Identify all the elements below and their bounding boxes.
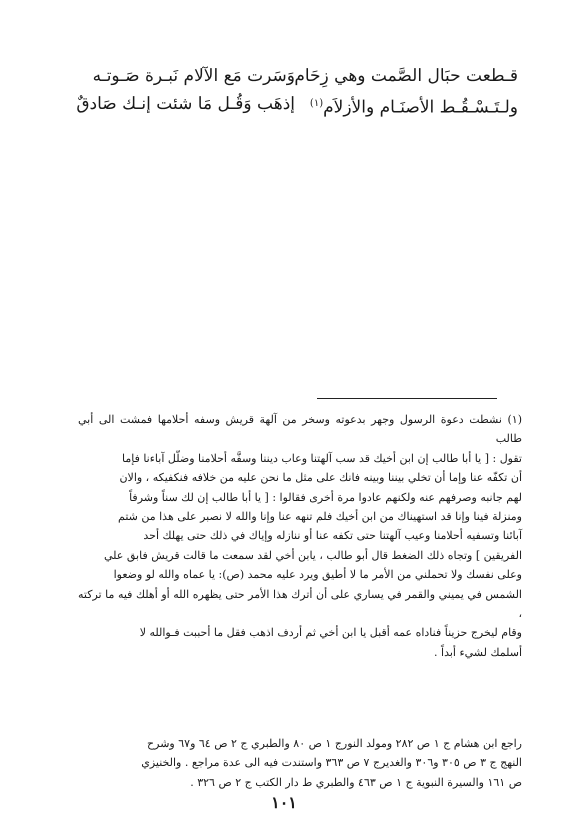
footnote-line: لهم جانبه وصرفهم عنه ولكنهم عادوا مرة أخرى فقالوا : [ يا أبا طالب إن لك سناً وشرفاً bbox=[129, 490, 522, 504]
footnote-divider bbox=[317, 398, 497, 399]
footnote-line: آبائنا وتسفيه أحلامنا وعيب آلهتنا حتى تكفه عنا أو ننازله وإياك في ذلك حتى يهلك أحد bbox=[143, 529, 522, 543]
footnote-line: وقام ليخرج حزيناً فناداه عمه أقبل يا ابن أخي ثم أردف اذهب فقل ما أحببت فـوالله لا bbox=[139, 626, 522, 640]
footnote-line: الفريقين ] وتجاه ذلك الضغط قال أبو طالب ، يابن أخي لقد سمعت ما قالت قريش فابق علي bbox=[104, 548, 522, 562]
references bbox=[78, 734, 522, 792]
poem-verse bbox=[80, 62, 518, 90]
footnote-marker: (١) bbox=[309, 98, 324, 109]
footnote-line: وعلى نفسك ولا تحملني من الأمر ما لا أطيق ويرد عليه محمد (ص): يا عماه والله لو وضعوا bbox=[113, 568, 522, 582]
footnote-line: تقول : [ يا أبا طالب إن ابن أخيك قد سب آلهتنا وعاب ديننا وسفَّه أحلامنا وضلّل آباءنا فإما bbox=[121, 451, 522, 465]
reference-line: النهج ج ٣ ص ٣٠٥ و٣٠٦ والغديرج ٧ ص ٣٦٣ واستندت فيه الى عدة مراجع . والخنيزي bbox=[141, 756, 522, 770]
verse-first-hemistich bbox=[309, 90, 518, 118]
verse-second-hemistich: وَسَرت مَع الآلام نَبـرة صَـوتـه bbox=[92, 66, 295, 86]
footnote-line: الشمس في يميني والقمر في يساري على أن أترك هذا الأمر حتى يظهره الله أو أهلك فيه ما تركته ، bbox=[78, 587, 522, 621]
verse-first-hemistich: قـطعت حبَال الصَّمت وهي زِحَام bbox=[294, 66, 518, 86]
page-number: ١٠١ bbox=[271, 793, 297, 812]
reference-line: ص ١٦١ والسيرة النبوية ج ١ ص ٤٦٣ والطبري ط دار الكتب ج ٢ ص ٣٢٦ . bbox=[190, 775, 522, 789]
reference-line: راجع ابن هشام ج ١ ص ٢٨٢ ومولد النورج ١ ص ٨٠ والطبري ج ٢ ص ٦٤ و٦٧ وشرح bbox=[147, 737, 522, 750]
footnote-line: ومنزلة فينا وإنا قد استهيناك من ابن أخيك فلم تنهه عنا وإنا والله لا نصبر على هذا من شتم bbox=[118, 510, 522, 524]
footnote-line: أن تكفّه عنا وإما أن تخلي بيننا وبينه فانك على مثل ما نحن عليه من خلافه فنكفيكه ، والان bbox=[119, 471, 522, 485]
footnote-line: أسلمك لشيء أبداً . bbox=[434, 645, 522, 659]
footnote-text bbox=[78, 410, 522, 662]
footnote-line: (١) نشطت دعوة الرسول وجهر بدعوته وسخر من آلهة قريش وسفه أحلامها فمشت الى أبي طالب bbox=[78, 413, 522, 446]
poem-verse bbox=[76, 90, 518, 118]
verse-text: ولـتَـسْـقُـط الأصنَـام والأزلاَم bbox=[323, 97, 518, 118]
verse-second-hemistich: إذهَب وَقُـل مَا شئت إنـك صَادقٌ bbox=[76, 94, 295, 114]
poem bbox=[76, 62, 518, 118]
